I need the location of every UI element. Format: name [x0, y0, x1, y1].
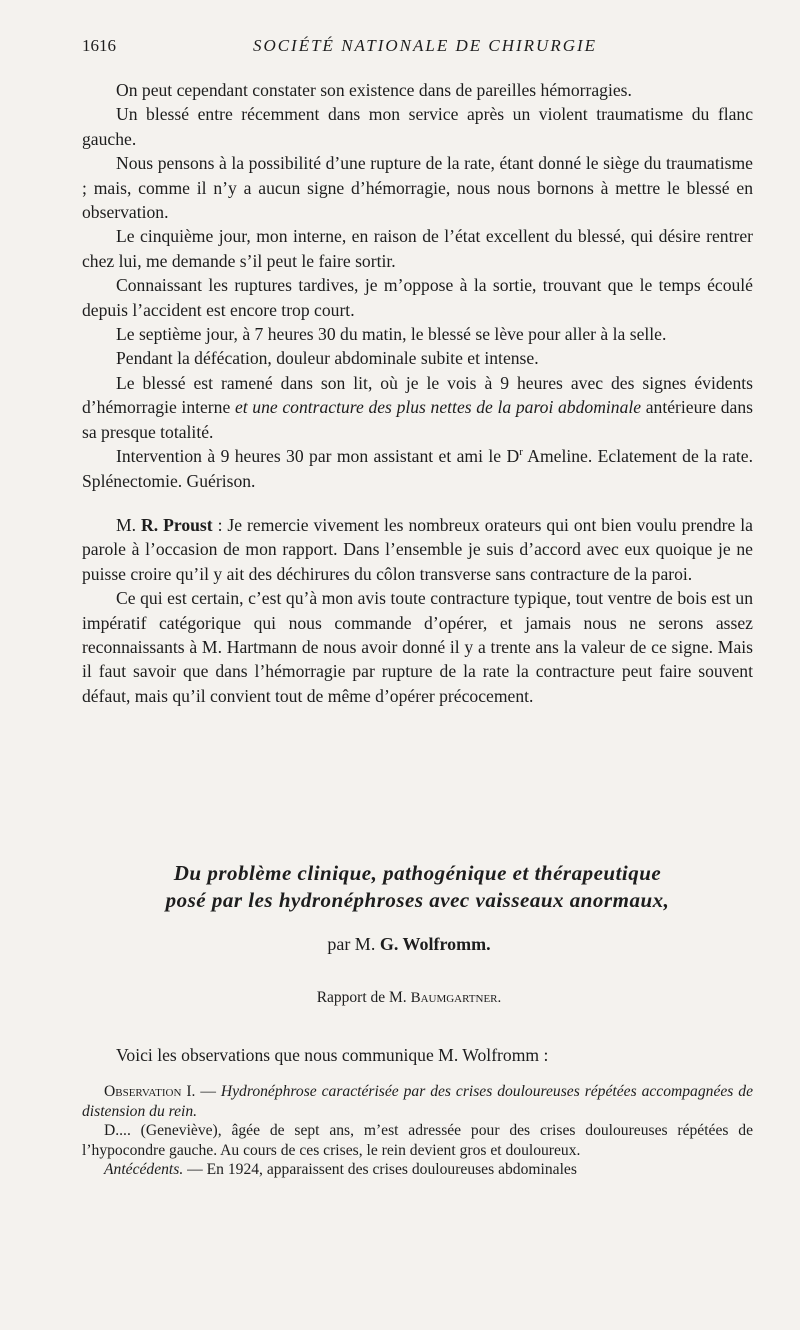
observation-label: Observation I. —	[104, 1083, 221, 1100]
paragraph	[82, 371, 753, 444]
text-run: antérieure dans sa presque totalité.	[82, 397, 753, 442]
paragraph: D.... (Geneviève), âgée de sept ans, m’est adressée pour des crises douloureuses répétées de l’hypocondre gauche. Au cours de ces crises, le rein devient gros et douloureux.	[82, 1122, 753, 1159]
title-line: posé par les hydronéphroses avec vaisseaux anormaux,	[165, 888, 670, 912]
paragraph	[82, 513, 753, 586]
intro-text	[82, 1043, 753, 1067]
superscript: r	[519, 446, 523, 459]
running-title: SOCIÉTÉ NATIONALE DE CHIRURGIE	[252, 36, 598, 55]
paragraph: Ce qui est certain, c’est qu’à mon avis toute contracture typique, tout ventre de bois est un impératif catégorique qui nous commande d’opérer, et jamais nous ne serons assez reconnaissants à M. Hartmann de nous avoir donné il y a trente ans la valeur de ce signe. Mais il faut savoir que dans l’hémorragie par rupture de la rate la contracture peut faire souvent défaut, mais qu’il convient tout de même d’opérer précocement.	[82, 588, 753, 706]
paragraph: On peut cependant constater son existence dans de pareilles hémorragies.	[116, 80, 632, 100]
text-run: : Je remercie vivement les nombreux orateurs qui ont bien voulu prendre la parole à l’occasion de mon rapport. Dans l’ensemble je suis d’accord avec eux quoique je ne puisse croire qu’il y ait des déchirures du côlon transverse sans contracture de la paroi.	[82, 514, 753, 584]
author-name: G. Wolfromm.	[379, 934, 491, 954]
body-text	[82, 78, 753, 708]
speaker-name: R. Proust	[141, 514, 213, 535]
rapport-line	[0, 989, 800, 1007]
page-number: 1616	[82, 36, 116, 55]
title-line: Du problème clinique, pathogénique et thérapeutique	[173, 861, 662, 885]
reporter-name: Baumgartner.	[410, 990, 502, 1006]
paragraph	[82, 444, 753, 493]
paragraph: Pendant la défécation, douleur abdominale subite et intense.	[116, 348, 539, 369]
italic-run: et une contracture des plus nettes de la paroi abdominale	[234, 397, 642, 418]
text-run: Le blessé est ramené dans son lit, où je le vois à 9 heures avec des signes évidents d’hémorragie interne	[82, 372, 753, 418]
rapport-prefix: Rapport de M.	[316, 989, 411, 1006]
text-run: Ameline. Eclatement de la rate. Splénectomie. Guérison.	[82, 446, 753, 491]
text-run: Intervention à 9 heures 30 par mon assistant et ami le D	[116, 446, 520, 467]
byline	[0, 934, 800, 955]
paragraph: Un blessé entre récemment dans mon service après un violent traumatisme du flanc gauche.	[82, 104, 753, 149]
article-title	[82, 860, 753, 914]
paragraph: Nous pensons à la possibilité d’une rupture de la rate, étant donné le siège du traumatisme ; mais, comme il n’y a aucun signe d’hémorragie, nous nous bornons à mettre le blessé en observation.	[82, 153, 753, 223]
antecedents-label: Antécédents.	[104, 1161, 184, 1179]
running-header	[82, 36, 758, 56]
observation-title: Hydronéphrose caractérisée par des crises douloureuses répétées accompagnées de distension du rein.	[82, 1083, 753, 1120]
text-run: — En 1924, apparaissent des crises douloureuses abdominales	[183, 1161, 577, 1179]
byline-prefix: par M.	[327, 934, 380, 954]
paragraph: Le septième jour, à 7 heures 30 du matin, le blessé se lève pour aller à la selle.	[116, 324, 667, 345]
observation-heading	[82, 1082, 753, 1121]
paragraph: Voici les observations que nous communique M. Wolfromm :	[116, 1045, 549, 1065]
paragraph: Connaissant les ruptures tardives, je m’oppose à la sortie, trouvant que le temps écoulé depuis l’accident est encore trop court.	[82, 275, 753, 320]
observation-block	[82, 1082, 753, 1180]
paragraph: Le cinquième jour, mon interne, en raison de l’état excellent du blessé, qui désire rentrer chez lui, me demande s’il peut le faire sortir.	[82, 226, 753, 271]
paragraph-gap	[82, 493, 753, 513]
text-run: M.	[116, 514, 142, 535]
paragraph	[82, 1160, 753, 1180]
